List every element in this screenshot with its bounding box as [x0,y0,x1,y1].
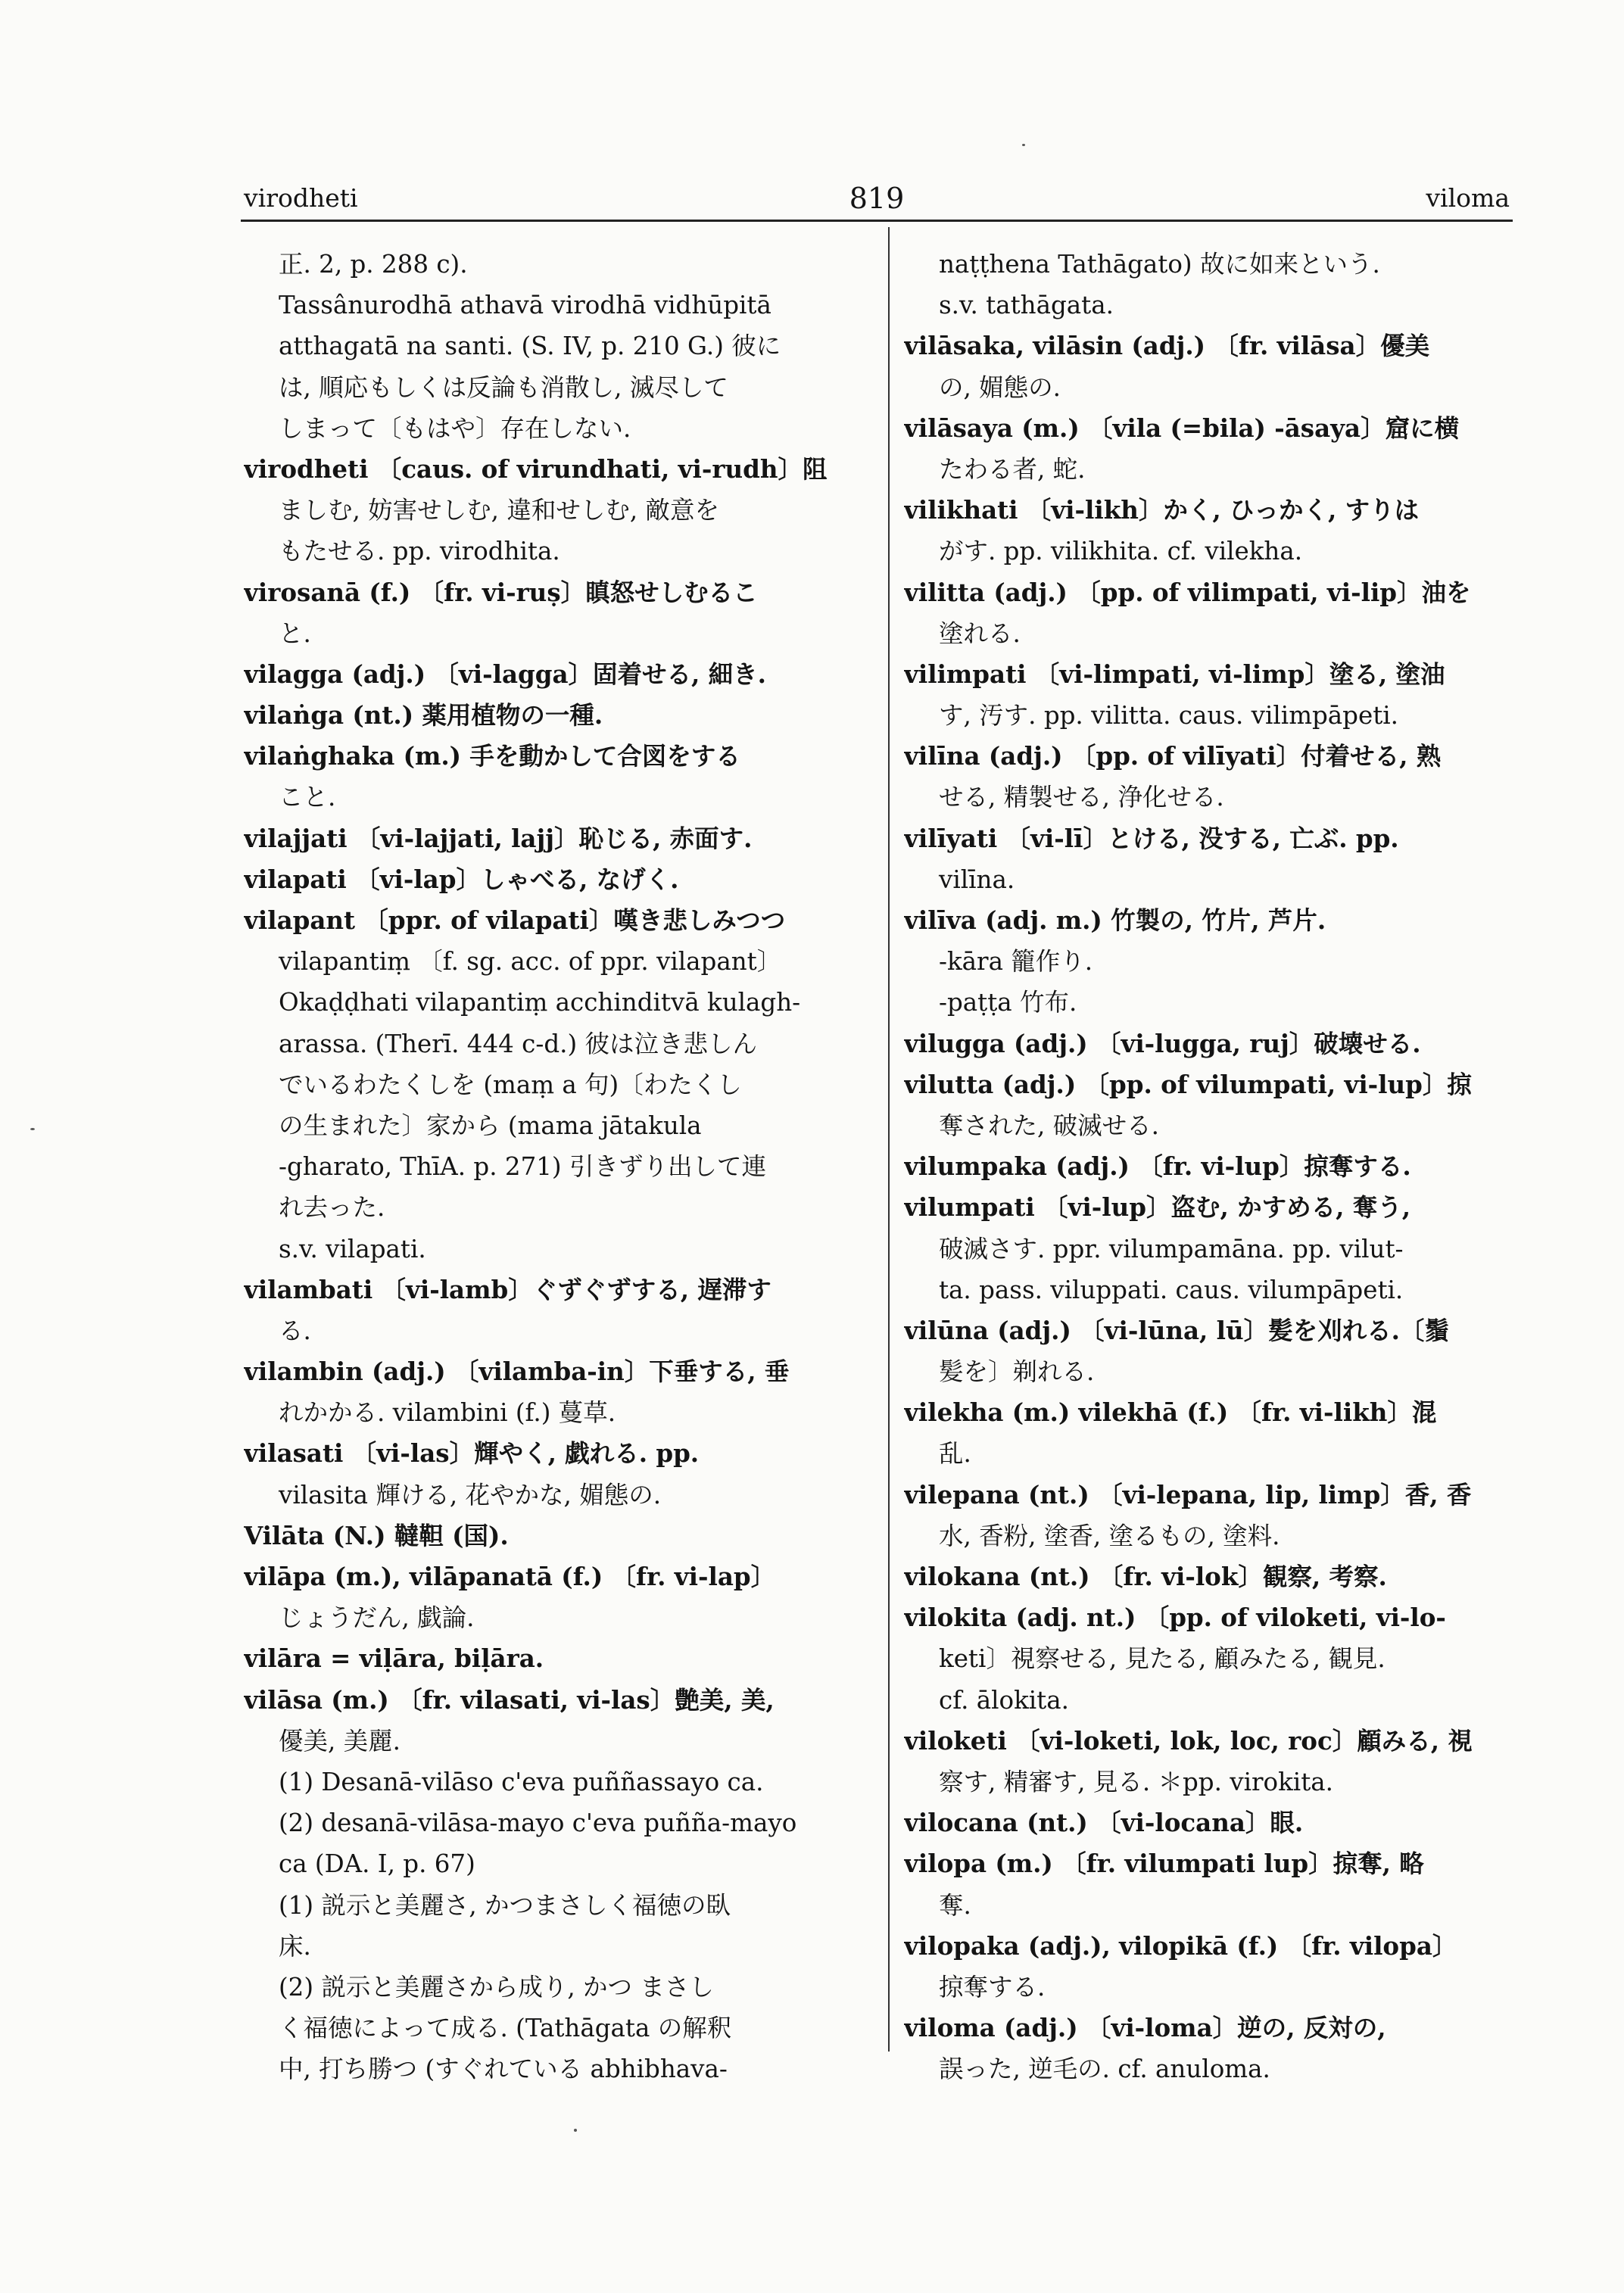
entry-text-line: 床. [279,1931,311,1961]
entry-text-line: vilīna. [939,865,1015,894]
entry-text-line: 奪された, 破滅せる. [939,1111,1159,1140]
entry-text-line: れ去った. [279,1193,385,1223]
entry-headline: viloma (adj.) 〔vi-loma〕逆の, 反対の, [904,2013,1386,2043]
entry-headline: vilāpa (m.), vilāpanatā (f.) 〔fr. vi-lap〕 [244,1562,776,1591]
entry-text-line: atthagatā na santi. (S. IV, p. 210 G.) 彼に [279,332,781,361]
page-number: 819 [849,182,905,215]
entry-text-line: s.v. tathāgata. [939,291,1114,320]
entry-text-line: vilasita 輝ける, 花やかな, 媚態の. [279,1480,662,1509]
entry-text-line: もたせる. pp. virodhita. [279,537,560,566]
entry-text-line: 中, 打ち勝つ (すぐれている abhibhava- [279,2055,728,2084]
entry-text-line: 塗れる. [939,618,1021,648]
entry-text-line: ca (DA. I, p. 67) [279,1849,475,1879]
entry-headline: vilepana (nt.) 〔vi-lepana, lip, limp〕香, 香 [904,1479,1472,1509]
entry-headline: vilajjati 〔vi-lajjati, lajj〕恥じる, 赤面す. [244,823,753,853]
entry-headline: vilimpati 〔vi-limpati, vi-limp〕塗る, 塗油 [904,659,1445,689]
entry-text-line: 破滅さす. ppr. vilumpamāna. pp. vilut- [939,1234,1404,1263]
entry-text-line: s.v. vilapati. [279,1234,426,1263]
right-column [904,244,1510,2089]
entry-headline: vilokita (adj. nt.) 〔pp. of viloketi, vi-lo- [904,1603,1446,1633]
entry-text-line: (1) 説示と美麗さ, かつまさしく福徳の臥 [279,1890,731,1920]
entry-text-line: の生まれた〕家から (mama jātakula [279,1111,702,1140]
entry-text-line: く福徳によって成る. (Tathāgata の解釈 [279,2014,732,2043]
entry-headline: vilaṅghaka (m.) 手を動かして合図をする [244,741,740,771]
entry-text-line: ta. pass. viluppati. caus. vilumpāpeti. [939,1275,1404,1304]
entry-text-line: -paṭṭa 竹布. [939,988,1077,1017]
entry-text-line: せる, 精製せる, 浄化せる. [939,783,1224,812]
entry-text-line: -kāra 籠作り. [939,947,1093,977]
entry-text-line: 水, 香粉, 塗香, 塗るもの, 塗料. [939,1521,1280,1550]
scan-speck [574,2129,577,2132]
entry-text-line: こと. [279,783,336,812]
entry-headline: vilāra = viḷāra, biḷāra. [244,1643,544,1674]
entry-headline: vilumpati 〔vi-lup〕盗む, かすめる, 奪う, [904,1192,1411,1223]
entry-text-line: (1) Desanā-vilāso c'eva puññassayo ca. [279,1767,764,1796]
header-guide-word-left: virodheti [244,183,358,213]
entry-text-line: でいるわたくしを (maṃ a 句)〔わたくし [279,1070,742,1099]
entry-headline: viloketi 〔vi-loketi, lok, loc, roc〕顧みる, 視 [904,1725,1473,1756]
entry-text-line: arassa. (Therī. 444 c-d.) 彼は泣き悲しん [279,1029,757,1058]
left-column [244,244,875,2089]
entry-headline: vilāsa (m.) 〔fr. vilasati, vi-las〕艶美, 美, [244,1684,775,1715]
entry-headline: vilīna (adj.) 〔pp. of vilīyati〕付着せる, 熟 [904,741,1442,771]
entry-text-line: じょうだん, 戯論. [279,1603,475,1633]
entry-headline: vilutta (adj.) 〔pp. of vilumpati, vi-lup〕掠 [904,1069,1472,1099]
entry-headline: vilopa (m.) 〔fr. vilumpati lup〕掠奪, 略 [904,1849,1424,1879]
entry-text-line: (2) desanā-vilāsa-mayo c'eva puñña-mayo [279,1809,797,1838]
entry-text-line: 誤った, 逆毛の. cf. anuloma. [939,2055,1270,2084]
entry-text-line: がす. pp. vilikhita. cf. vilekha. [939,537,1303,566]
entry-headline: virodheti 〔caus. of virundhati, vi-rudh〕阻 [244,453,828,484]
entry-text-line: れかかる. vilambini (f.) 蔓草. [279,1398,616,1428]
entry-text-line: Okaḍḍhati vilapantiṃ acchinditvā kulagh- [279,988,801,1017]
running-header [244,176,1510,221]
entry-headline: vilāsaya (m.) 〔vila (=bila) -āsaya〕窟に横 [904,413,1460,443]
entry-text-line: ましむ, 妨害せしむ, 違和せしむ, 敵意を [279,496,719,525]
header-guide-word-right: viloma [1426,183,1510,213]
entry-headline: Vilāta (N.) 韃靼 (国). [244,1520,509,1550]
entry-headline: vilūna (adj.) 〔vi-lūna, lū〕髪を刈れる.〔鬚 [904,1315,1449,1345]
entry-text-line: 正. 2, p. 288 c). [279,250,468,279]
scan-speck [1022,144,1025,146]
entry-text-line: 髪を〕剃れる. [939,1357,1095,1387]
entry-headline: vilitta (adj.) 〔pp. of vilimpati, vi-lip〕油を [904,577,1471,607]
entry-headline: vilīva (adj. m.) 竹製の, 竹片, 芦片. [904,905,1326,935]
entry-text-line: と. [279,618,311,648]
entry-text-line: は, 順応もしくは反論も消散し, 滅尽して [279,372,728,402]
entry-text-line: しまって〔もはや〕存在しない. [279,413,631,443]
entry-text-line: vilapantiṃ 〔f. sg. acc. of ppr. vilapant〕 [279,947,782,977]
entry-headline: vilikhati 〔vi-likh〕かく, ひっかく, すりは [904,495,1420,525]
header-rule [241,220,1513,222]
entry-headline: vilocana (nt.) 〔vi-locana〕眼. [904,1808,1304,1838]
entry-text-line: cf. ālokita. [939,1685,1069,1715]
entry-headline: vilapati 〔vi-lap〕しゃべる, なげく. [244,864,679,894]
entry-text-line: -gharato, ThīA. p. 271) 引きずり出して連 [279,1152,766,1182]
entry-text-line: naṭṭhena Tathāgato) 故に如来という. [939,250,1380,279]
entry-text-line: 奪. [939,1890,971,1920]
entry-headline: vilambati 〔vi-lamb〕ぐずぐずする, 遅滞す [244,1274,771,1304]
entry-text-line: 優美, 美麗. [279,1726,401,1756]
entry-text-line: 乱. [939,1439,971,1469]
entry-text-line: 掠奪する. [939,1972,1046,2002]
entry-headline: vilāsaka, vilāsin (adj.) 〔fr. vilāsa〕優美 [904,331,1430,361]
entry-headline: vilagga (adj.) 〔vi-lagga〕固着せる, 細き. [244,659,766,689]
entry-headline: vilasati 〔vi-las〕輝やく, 戯れる. pp. [244,1438,700,1469]
entry-text-line: す, 汚す. pp. vilitta. caus. vilimpāpeti. [939,701,1399,731]
entry-text-line: Tassânurodhā athavā virodhā vidhūpitā [279,291,771,320]
entry-headline: vilumpaka (adj.) 〔fr. vi-lup〕掠奪する. [904,1151,1411,1182]
column-divider [888,227,890,2052]
entry-headline: vilapant 〔ppr. of vilapati〕嘆き悲しみつつ [244,905,786,935]
entry-headline: vilambin (adj.) 〔vilamba-in〕下垂する, 垂 [244,1357,790,1387]
entry-text-line: る. [279,1316,311,1345]
entry-headline: virosanā (f.) 〔fr. vi-ruṣ〕瞋怒せしむるこ [244,577,758,607]
entry-text-line: の, 媚態の. [939,372,1061,402]
entry-headline: vilaṅga (nt.) 薬用植物の一種. [244,700,603,731]
entry-text-line: keti〕視察せる, 見たる, 顧みたる, 観見. [939,1644,1386,1674]
entry-text-line: (2) 説示と美麗さから成り, かつ まさし [279,1972,714,2002]
entry-text-line: 察す, 精審す, 見る. ＊pp. virokita. [939,1767,1333,1796]
entry-headline: vilokana (nt.) 〔fr. vi-lok〕観察, 考察. [904,1562,1387,1591]
entry-headline: vilīyati 〔vi-lī〕とける, 没する, 亡ぶ. pp. [904,823,1399,853]
entry-headline: vilugga (adj.) 〔vi-lugga, ruj〕破壊せる. [904,1028,1421,1058]
scan-speck [30,1128,35,1130]
entry-headline: vilopaka (adj.), vilopikā (f.) 〔fr. vilopa〕 [904,1930,1457,1961]
entry-headline: vilekha (m.) vilekhā (f.) 〔fr. vi-likh〕混 [904,1397,1437,1428]
entry-text-line: たわる者, 蛇. [939,454,1086,484]
